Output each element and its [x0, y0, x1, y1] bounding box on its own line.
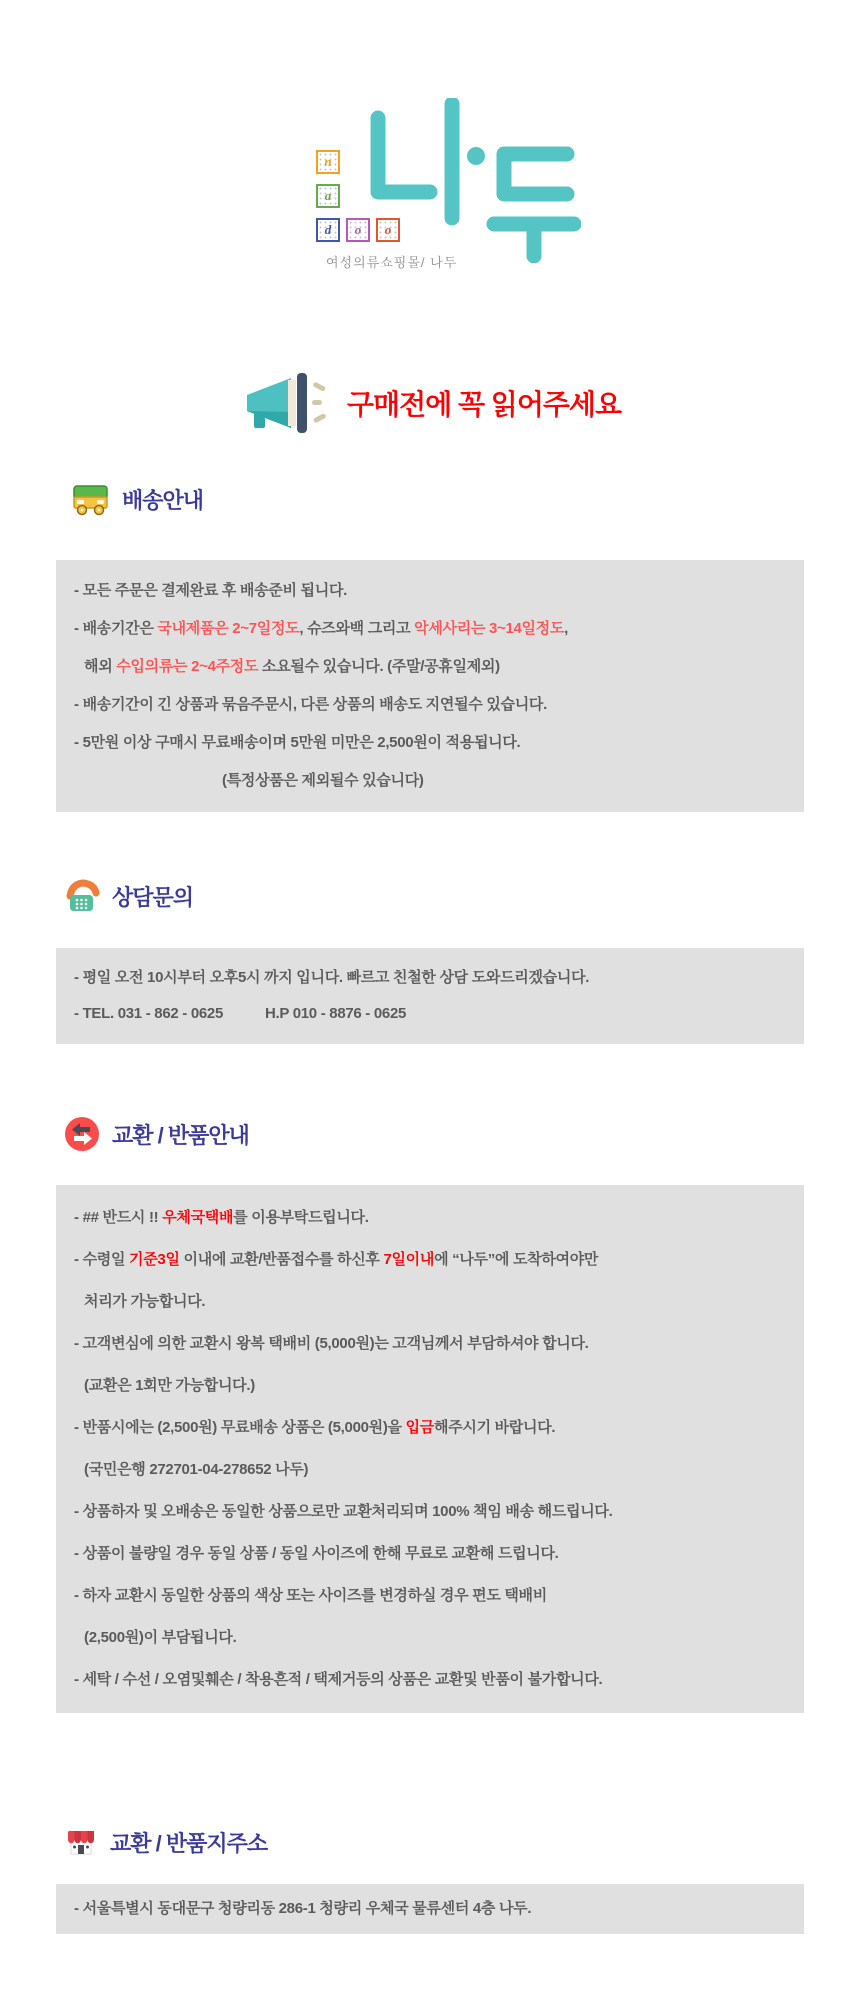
info-line	[74, 1197, 786, 1239]
logo-caption: 여성의류쇼핑몰/ 나두	[326, 255, 458, 270]
info-line	[74, 1533, 786, 1575]
info-line	[74, 572, 786, 610]
shipping-info-box	[56, 560, 804, 812]
info-line	[74, 1617, 786, 1659]
text-segment: 이내에 교환/반품접수를 하신후	[179, 1251, 384, 1268]
info-line	[74, 1239, 786, 1281]
text-segment: H.P 010 - 8876 - 0625	[265, 1005, 407, 1022]
info-line	[74, 1281, 786, 1323]
shipping-section-title: 배송안내	[122, 487, 204, 513]
logo-stamp: o	[376, 218, 400, 242]
text-segment: (2,500원)이 부담됩니다.	[84, 1629, 237, 1646]
text-segment: (국민은행 272701-04-278652 나두)	[84, 1461, 309, 1478]
info-line	[74, 1323, 786, 1365]
text-segment: ,	[564, 620, 568, 637]
text-segment: 7일이내	[383, 1251, 435, 1268]
brand-logo	[316, 98, 586, 273]
exchange-info-box	[56, 1185, 804, 1713]
text-segment: - 세탁 / 수선 / 오염및훼손 / 착용흔적 / 택제거등의 상품은 교환및 반품이 불가합니다.	[74, 1671, 603, 1688]
info-line	[74, 960, 786, 996]
text-segment: (교환은 1회만 가능합니다.)	[84, 1377, 255, 1394]
text-segment: - 상품하자 및 오배송은 동일한 상품으로만 교환처리되며 100% 책임 배송 해드립니다.	[74, 1503, 613, 1520]
text-segment: - 평일 오전 10시부터 오후5시 까지 입니다. 빠르고 친철한 상담 도와드리겠습니다.	[74, 969, 590, 986]
phone-icon	[64, 878, 100, 914]
text-segment: - 수령일	[74, 1251, 130, 1268]
info-line	[74, 1407, 786, 1449]
shipping-section-header	[72, 482, 203, 516]
info-line	[74, 686, 786, 724]
return-address-section-header	[64, 1826, 267, 1858]
info-line	[74, 996, 786, 1032]
text-segment: - 반품시에는 (2,500원) 무료배송 상품은 (5,000원)을	[74, 1419, 406, 1436]
read-before-purchase-banner	[0, 372, 860, 434]
text-segment: 처리가 가능합니다.	[84, 1293, 206, 1310]
text-segment: - 하자 교환시 동일한 상품의 색상 또는 사이즈를 변경하실 경우 편도 택배비	[74, 1587, 547, 1604]
return-address-section-title: 교환 / 반품지주소	[110, 1830, 268, 1856]
text-segment: 해주시기 바랍니다.	[434, 1419, 556, 1436]
megaphone-icon	[239, 372, 331, 434]
info-line	[74, 1659, 786, 1701]
text-segment: - 서울특별시 동대문구 청량리동 286-1 청량리 우체국 물류센터 4층 나두.	[74, 1900, 532, 1917]
text-segment: 수입의류는 2~4주정도	[116, 658, 259, 675]
consult-section-header	[64, 878, 193, 914]
text-segment: - 고객변심에 의한 교환시 왕복 택배비 (5,000원)는 고객님께서 부담하셔야 합니다.	[74, 1335, 589, 1352]
info-line	[74, 724, 786, 762]
consult-section-title: 상담문의	[112, 884, 194, 910]
text-segment: 소요될수 있습니다. (주말/공휴일제외)	[258, 658, 500, 675]
logo-stamp: o	[346, 218, 370, 242]
text-segment: - ## 반드시 !!	[74, 1209, 163, 1226]
info-line	[74, 1449, 786, 1491]
logo-stamp: a	[316, 184, 340, 208]
text-segment: , 슈즈와백 그리고	[299, 620, 415, 637]
info-line	[74, 1575, 786, 1617]
shop-icon	[64, 1826, 98, 1858]
text-segment: - 배송기간은	[74, 620, 158, 637]
return-address-info-box	[56, 1884, 804, 1934]
info-line	[74, 648, 786, 686]
consult-info-box	[56, 948, 804, 1044]
logo-stamp: d	[316, 218, 340, 242]
text-segment: - 모든 주문은 결제완료 후 배송준비 됩니다.	[74, 582, 347, 599]
text-segment: 입금	[405, 1419, 434, 1436]
brand-logo-hangul	[346, 98, 581, 263]
text-segment: 를 이용부탁드립니다.	[233, 1209, 369, 1226]
text-segment: 해외	[84, 658, 117, 675]
exchange-section-title: 교환 / 반품안내	[112, 1122, 249, 1148]
text-segment: - 5만원 이상 구매시 무료배송이며 5만원 미만은 2,500원이 적용됩니다.	[74, 734, 521, 751]
info-line	[74, 1491, 786, 1533]
text-segment: - 배송기간이 긴 상품과 묶음주문시, 다른 상품의 배송도 지연될수 있습니다.	[74, 696, 547, 713]
info-line	[74, 610, 786, 648]
text-segment: 국내제품은 2~7일정도	[157, 620, 300, 637]
text-segment: 에 “나두”에 도착하여야만	[434, 1251, 599, 1268]
truck-icon	[72, 482, 110, 516]
logo-stamp: n	[316, 150, 340, 174]
exchange-section-header	[64, 1116, 249, 1152]
info-line	[74, 1896, 786, 1922]
exchange-arrows-icon	[64, 1116, 100, 1152]
banner-title: 구매전에 꼭 읽어주세요	[346, 389, 622, 420]
info-line	[74, 762, 786, 800]
text-segment: 악세사리는 3~14일정도	[414, 620, 565, 637]
text-segment: 우체국택배	[162, 1209, 234, 1226]
text-segment: 기준3일	[129, 1251, 180, 1268]
text-segment: - 상품이 불량일 경우 동일 상품 / 동일 사이즈에 한해 무료로 교환해 드립니다.	[74, 1545, 559, 1562]
text-segment: (특정상품은 제외될수 있습니다)	[222, 772, 424, 789]
text-segment: - TEL. 031 - 862 - 0625	[74, 1005, 224, 1022]
info-line	[74, 1365, 786, 1407]
